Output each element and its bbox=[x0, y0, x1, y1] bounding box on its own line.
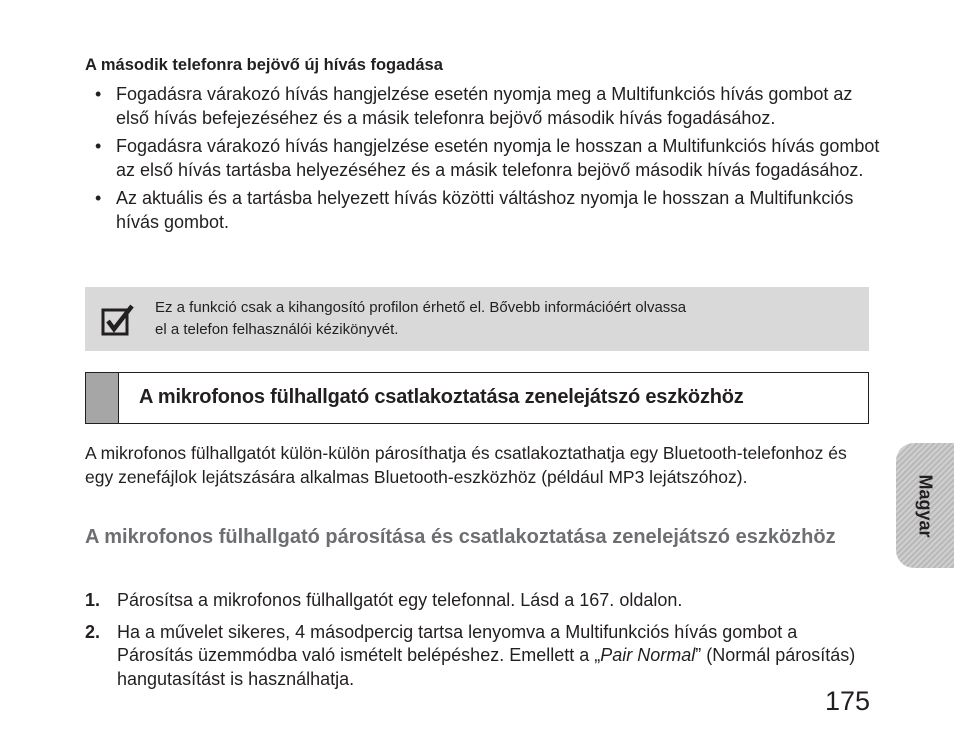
step-text: Ha a művelet sikeres, 4 másodpercig tartsa lenyomva a Multifunkciós hívás gombot a Párosítás üzemmódba való ismételt belépéshez. Emellett a „ bbox=[117, 621, 798, 665]
grey-heading: A mikrofonos fülhallgató párosítása és csatlakoztatása zenelejátszó eszközhöz bbox=[85, 526, 836, 548]
section-title: A mikrofonos fülhallgató csatlakoztatása zenelejátszó eszközhöz bbox=[139, 386, 744, 408]
intro-paragraph: A mikrofonos fülhallgatót külön-külön párosíthatja és csatlakoztathatja egy Bluetooth-telefonhoz és egy zenefájlok lejátszására alkalmas Bluetooth-eszközhöz (például MP3 lejátszóhoz). bbox=[85, 443, 847, 487]
subheading: A második telefonra bejövő új hívás fogadása bbox=[85, 56, 443, 74]
step-number: 1. bbox=[85, 590, 101, 610]
list-item: • Fogadásra várakozó hívás hangjelzése esetén nyomja meg a Multifunkciós hívás gombot az első hívás befejezéséhez és a másik telefonra bejövő második hívás fogadásához. bbox=[95, 83, 885, 130]
step-number: 2. bbox=[85, 621, 101, 642]
note-box bbox=[85, 287, 869, 351]
step-text: Párosítsa a mikrofonos fülhallgatót egy telefonnal. Lásd a 167. oldalon. bbox=[117, 590, 683, 610]
page-number: 175 bbox=[825, 686, 871, 716]
section-header bbox=[85, 372, 869, 424]
language-tab-label: Magyar bbox=[915, 473, 936, 538]
bullet-list bbox=[95, 83, 885, 239]
list-item bbox=[85, 621, 869, 692]
note-line: Ez a funkció csak a kihangosító profilon érhető el. Bővebb információért olvassa bbox=[155, 299, 687, 316]
step-text-italic: Pair Normal bbox=[600, 645, 696, 665]
list-item: • Fogadásra várakozó hívás hangjelzése esetén nyomja le hosszan a Multifunkciós hívás gombot az első hívás tartásba helyezéséhez és a másik telefonra bejövő második hívás fogadásához. bbox=[95, 135, 885, 182]
step-text: ” (Normál párosítás) hangutasítást is használhatja. bbox=[117, 645, 856, 689]
list-item: • Az aktuális és a tartásba helyezett hívás közötti váltáshoz nyomja le hosszan a Multifunkciós hívás gombot. bbox=[95, 187, 885, 234]
steps-list bbox=[85, 589, 869, 699]
language-tab bbox=[896, 443, 954, 568]
checkbox-check-icon bbox=[101, 304, 135, 336]
section-marker bbox=[86, 373, 119, 423]
note-text bbox=[155, 297, 855, 341]
list-item bbox=[85, 589, 869, 613]
note-line: el a telefon felhasználói kézikönyvét. bbox=[155, 321, 399, 338]
